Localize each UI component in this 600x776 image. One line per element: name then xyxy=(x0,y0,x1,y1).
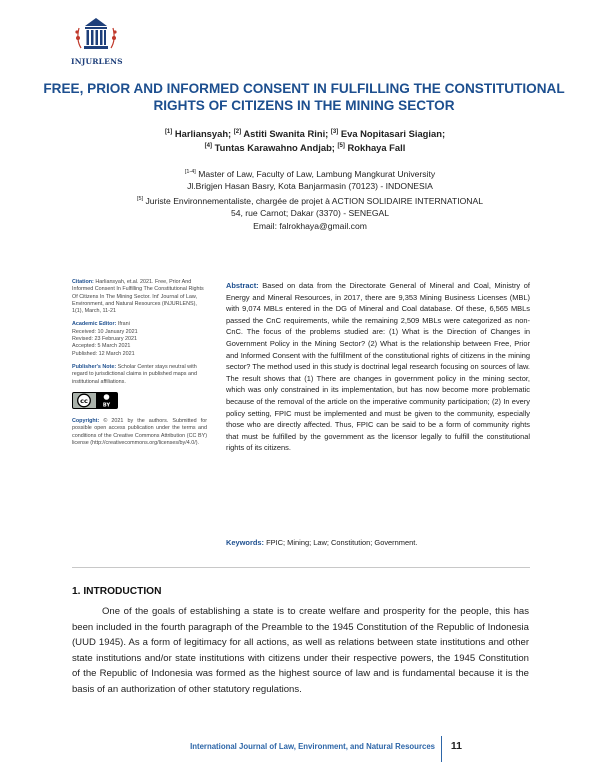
cc-license-badge[interactable] xyxy=(72,392,207,412)
affiliation-line: [5] Juriste Environnementaliste, chargée de projet à ACTION SOLIDAIRE INTERNATIONAL xyxy=(136,195,484,206)
abstract-label: Abstract: xyxy=(226,281,259,290)
article-info-sidebar xyxy=(72,279,207,453)
author: [2] Astiti Swanita Rini; xyxy=(233,128,329,140)
keywords-text: FPIC; Mining; Law; Constitution; Government. xyxy=(266,538,418,547)
affiliation-line: [1-4] Master of Law, Faculty of Law, Lambung Mangkurat University xyxy=(184,168,436,179)
section-paragraph: One of the goals of establishing a state is to create welfare and prosperity for the people, this has been included in the fourth paragraph of the Preamble to the 1945 Constitution of the Republic of Indonesia (UUD 1945). As a form of legitimacy for all actions, as well as relations between state institutions and other state institutions and/or state institutions with citizens under their respective powers, the 1945 Constitution of the Republic of Indonesia was formed as the highest source of law and is fundamental because it is the basis of an authorization of other statutory regulations. xyxy=(72,606,529,695)
date-published: Published: 12 March 2021 xyxy=(72,350,135,357)
author: [5] Rokhaya Fall xyxy=(337,142,406,154)
author-list xyxy=(60,126,550,154)
affiliation-address: 54, rue Carnot; Dakar (3370) - SENEGAL xyxy=(230,208,390,219)
keywords-label: Keywords: xyxy=(226,538,265,547)
page-footer xyxy=(100,736,530,756)
author-email: Email: falrokhaya@gmail.com xyxy=(253,220,367,231)
date-received: Received: 10 January 2021 xyxy=(72,328,138,335)
author: [4] Tuntas Karawahno Andjab; xyxy=(204,142,335,154)
abstract-text: Based on data from the Directorate General of Mineral and Coal, Ministry of Energy and Mineral Resources, in 2017, there are 9,353 Mining Business Licenses (MBL) with 9,074 MBLs entered in the DG of Mineral and Coal database. Of these, 6,565 MBLs passed the CnC requirements, while the remaining 2,509 MBLs were categorized as non-CnC. The focus of the problems studied are: (1) What is the Direction of Changes in Government Policy in the Mining Sector? (2) What is the relationship between Free, Prior and Informed Consent with the fulfillment of the constitutional rights of citizens in the mining sector? The method used in this study is doctrinal legal research focusing on sources of law. The result shows that (1) There are changes in government policy in the mining sector, which was only constrained in its implementation, but has now become more problematic because of the removal of the article on the imperative community participation; (2) In every policy setting, FPIC must be implemented and must be given to the community, especially those who are directly affected. Thus, FPIC can be said to be a form of community rights that must be fulfilled by the government as the licensor legally to fulfill the constitutional rights of its citizens. xyxy=(226,281,530,453)
footer-divider xyxy=(441,736,442,762)
keywords xyxy=(226,538,530,547)
footer-journal-name: International Journal of Law, Environment, and Natural Resources xyxy=(190,742,435,751)
abstract xyxy=(226,280,530,454)
cc-by-icon xyxy=(72,392,118,409)
section-divider xyxy=(72,567,530,568)
citation: Citation: Harliansyah, et.al. 2021. Free, Prior And Informed Consent In Fulfilling The Constitutional Rights Of Citizens In The Mining Sector. Int' Journal of Law, Environment, and Natural Resources (INJURLENS), 1(1), March, 11-21 xyxy=(72,279,204,315)
section-heading: 1. INTRODUCTION xyxy=(72,586,162,597)
affiliations xyxy=(80,166,540,232)
institution-icon xyxy=(71,14,121,56)
journal-logo xyxy=(71,14,121,66)
date-revised: Revised: 23 February 2021 xyxy=(72,336,138,343)
publisher-note: Publisher's Note: Scholar Center stays neutral with regard to jurisdictional claims in published maps and institutional affiliations. xyxy=(72,363,197,385)
paper-title: FREE, PRIOR AND INFORMED CONSENT IN FULFILLING THE CONSTITUTIONAL RIGHTS OF CITIZENS IN THE MINING SECTOR xyxy=(43,81,565,113)
affiliation-address: Jl.Brigjen Hasan Basry, Kota Banjarmasin (70123) - INDONESIA xyxy=(187,181,433,192)
author: [1] Harliansyah; xyxy=(164,128,232,140)
logo-text: INJURLENS xyxy=(71,57,123,66)
author: [3] Eva Nopitasari Siagian; xyxy=(330,128,446,140)
svg-text:BY: BY xyxy=(102,402,111,409)
editor-and-dates: Academic Editor: Ifrani Received: 10 January 2021 Revised: 23 February 2021 Accepted: 5 March 2021 Published: 12 March 2021 xyxy=(72,321,207,357)
page-number: 11 xyxy=(450,740,462,752)
date-accepted: Accepted: 5 March 2021 xyxy=(72,343,131,350)
copyright: Copyright: © 2021 by the authors. Submitted for possible open access publication under the terms and conditions of the Creative Commons Attribution (CC BY) license (http://creativecommons.org/licenses/by/4.0/). xyxy=(72,418,207,447)
svg-text:cc: cc xyxy=(80,396,88,405)
